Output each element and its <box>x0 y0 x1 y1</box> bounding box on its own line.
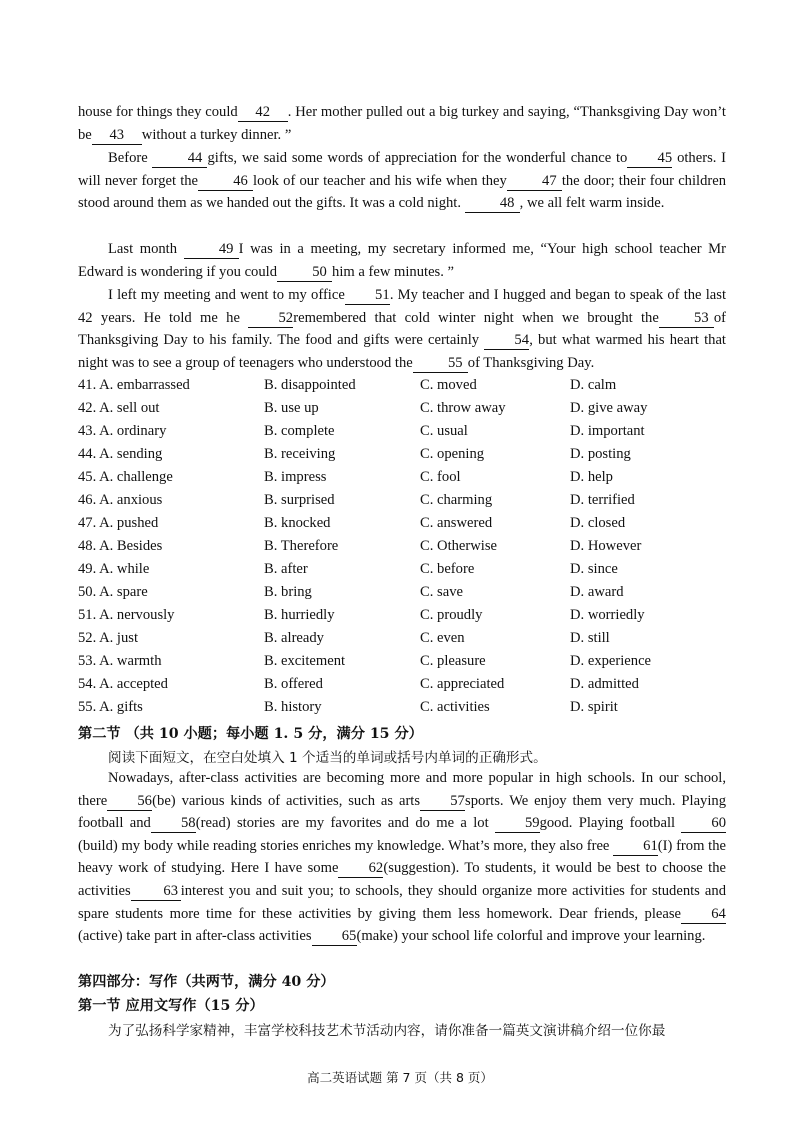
option-d: D. terrified <box>570 492 635 508</box>
text: interest you and suit you; to schools, they should organize more activities for students and spare students more time for these activities by giving them less homework. Dear friends, please <box>78 882 726 922</box>
option-b: B. receiving <box>264 446 336 462</box>
blank-43: 43 <box>92 126 142 145</box>
text: I left my meeting and went to my office <box>108 287 345 303</box>
text: Nowadays, after-class activities are becoming more and more popular in high schools. In our school, there <box>78 770 726 809</box>
text: , we all felt warm inside. <box>519 195 665 212</box>
text: gifts, we said some words of appreciation for the wonderful chance to <box>207 150 628 166</box>
option-a: 48. A. Besides <box>78 538 163 554</box>
option-row-46 <box>78 492 738 515</box>
option-b: B. history <box>264 699 322 715</box>
option-c: C. appreciated <box>420 676 505 692</box>
option-c: C. opening <box>420 446 485 462</box>
option-row-49 <box>78 561 738 584</box>
blank-50: 50 <box>277 263 332 282</box>
section2-instruction: 阅读下面短文，在空白处填入 1 个适当的单词或括号内单词的正确形式。 <box>108 750 547 766</box>
option-c: C. usual <box>420 423 468 439</box>
option-a: 50. A. spare <box>78 584 148 600</box>
blank-42: 42 <box>238 103 288 122</box>
option-b: B. surprised <box>264 492 335 508</box>
option-d: D. worriedly <box>570 607 645 623</box>
option-d: D. experience <box>570 653 652 669</box>
text: (active) take part in after-class activities <box>78 928 312 945</box>
option-row-42 <box>78 400 738 423</box>
option-b: B. Therefore <box>264 538 339 554</box>
text: him a few minutes. ” <box>332 263 455 280</box>
text: Before <box>108 150 148 166</box>
option-c: C. fool <box>420 469 461 485</box>
option-b: B. complete <box>264 423 335 439</box>
option-c: C. save <box>420 584 463 600</box>
text: the door; their four children stood around them as we handed out the gifts. It was a cold night. <box>78 172 727 212</box>
option-a: 41. A. embarrassed <box>78 377 190 393</box>
option-a: 46. A. anxious <box>78 492 163 508</box>
blank-54: 54 <box>484 331 529 350</box>
blank-62: 62 <box>338 859 383 878</box>
option-a: 49. A. while <box>78 561 150 577</box>
option-b: B. bring <box>264 584 312 600</box>
blank-44: 44 <box>152 149 207 168</box>
part4-subheading: 第一节 应用文写作（15 分） <box>78 998 264 1014</box>
part4-heading: 第四部分：写作（共两节，满分 40 分） <box>78 974 335 990</box>
option-d: D. still <box>570 630 610 646</box>
option-d: D. posting <box>570 446 631 462</box>
option-c: C. moved <box>420 377 477 393</box>
blank-60: 60 <box>681 814 726 833</box>
section2-passage <box>78 767 726 948</box>
option-row-53 <box>78 653 738 676</box>
passage-paragraph-3 <box>78 238 726 283</box>
option-a: 42. A. sell out <box>78 400 160 416</box>
option-row-52 <box>78 630 738 653</box>
option-d: D. give away <box>570 400 648 416</box>
blank-45: 45 <box>627 149 672 168</box>
blank-48: 48 <box>465 194 520 213</box>
text: Last month <box>108 241 178 257</box>
text: (suggestion). To students, it would be best to choose the activities <box>78 860 726 899</box>
option-b: B. impress <box>264 469 327 485</box>
option-c: C. Otherwise <box>420 538 498 554</box>
text: house for things they could <box>78 104 238 120</box>
option-c: C. before <box>420 561 475 577</box>
option-row-50 <box>78 584 738 607</box>
option-a: 55. A. gifts <box>78 699 143 715</box>
option-c: C. even <box>420 630 465 646</box>
text: . Her mother pulled out a big turkey and saying, “Thanksgiving Day won’t be <box>78 104 726 143</box>
option-b: B. use up <box>264 400 319 416</box>
blank-46: 46 <box>198 172 253 191</box>
option-b: B. after <box>264 561 308 577</box>
option-b: B. excitement <box>264 653 346 669</box>
option-c: C. charming <box>420 492 493 508</box>
text: look of our teacher and his wife when they <box>253 172 507 189</box>
text: of Thanksgiving Day to his family. The food and gifts were certainly <box>78 309 726 349</box>
blank-47: 47 <box>507 172 562 191</box>
page-footer: 高二英语试题 第 7 页（共 8 页） <box>307 1070 493 1085</box>
text: I was in a meeting, my secretary informed me, “Your high school teacher Mr Edward is wondering if you could <box>78 241 727 280</box>
text: sports. We enjoy them very much. Playing football and <box>78 792 726 832</box>
option-a: 54. A. accepted <box>78 676 168 692</box>
option-d: D. spirit <box>570 699 618 715</box>
option-d: D. admitted <box>570 676 639 692</box>
option-b: B. already <box>264 630 324 646</box>
option-c: C. proudly <box>420 607 483 623</box>
option-b: B. hurriedly <box>264 607 335 623</box>
passage-paragraph-1 <box>78 101 726 146</box>
blank-65: 65 <box>312 927 357 946</box>
text: others. I will never forget the <box>78 150 727 189</box>
option-d: D. award <box>570 584 624 600</box>
option-d: D. important <box>570 423 645 439</box>
option-c: C. pleasure <box>420 653 486 669</box>
option-d: D. help <box>570 469 613 485</box>
blank-53: 53 <box>659 309 714 328</box>
text: (I) from the heavy work of studying. Here I have some <box>78 837 727 877</box>
option-b: B. disappointed <box>264 377 356 393</box>
text: good. Playing football <box>539 815 676 832</box>
option-row-44 <box>78 446 738 469</box>
text: . My teacher and I hugged and began to speak of the last 42 years. He told me he <box>78 287 726 326</box>
text: (read) stories are my favorites and do me a lot <box>195 815 489 832</box>
option-c: C. answered <box>420 515 493 531</box>
option-row-47 <box>78 515 738 538</box>
text: , but what warmed his heart that night was to see a group of teenagers who understood the <box>78 332 726 371</box>
option-row-55 <box>78 699 738 722</box>
option-a: 43. A. ordinary <box>78 423 167 439</box>
option-row-48 <box>78 538 738 561</box>
option-a: 51. A. nervously <box>78 607 175 623</box>
blank-63: 63 <box>131 882 181 901</box>
passage-paragraph-4 <box>78 284 726 374</box>
option-d: D. calm <box>570 377 617 393</box>
option-a: 44. A. sending <box>78 446 163 462</box>
option-a: 45. A. challenge <box>78 469 173 485</box>
blank-56: 56 <box>107 792 152 811</box>
blank-61: 61 <box>613 837 658 856</box>
writing-prompt: 为了弘扬科学家精神，丰富学校科技艺术节活动内容，请你准备一篇英文演讲稿介绍一位你最 <box>108 1023 666 1039</box>
passage-paragraph-2 <box>78 147 726 215</box>
option-d: D. However <box>570 538 642 554</box>
option-row-51 <box>78 607 738 630</box>
option-b: B. offered <box>264 676 323 692</box>
blank-52: 52 <box>248 309 293 328</box>
option-a: 52. A. just <box>78 630 139 646</box>
blank-64: 64 <box>681 905 726 924</box>
option-c: C. throw away <box>420 400 506 416</box>
option-a: 47. A. pushed <box>78 515 159 531</box>
option-row-45 <box>78 469 738 492</box>
option-d: D. since <box>570 561 618 577</box>
option-row-54 <box>78 676 738 699</box>
blank-57: 57 <box>420 792 465 811</box>
option-row-41 <box>78 377 738 400</box>
option-d: D. closed <box>570 515 626 531</box>
text: (be) various kinds of activities, such as arts <box>152 792 421 809</box>
option-row-43 <box>78 423 738 446</box>
option-b: B. knocked <box>264 515 331 531</box>
blank-59: 59 <box>495 814 540 833</box>
option-a: 53. A. warmth <box>78 653 162 669</box>
text: remembered that cold winter night when we brought the <box>293 309 659 326</box>
option-c: C. activities <box>420 699 490 715</box>
blank-49: 49 <box>184 240 239 259</box>
text: of Thanksgiving Day. <box>467 354 595 371</box>
text: without a turkey dinner. ” <box>141 126 292 143</box>
blank-55: 55 <box>413 354 468 373</box>
section2-heading: 第二节 （共 10 小题；每小题 1. 5 分，满分 15 分） <box>78 726 423 742</box>
text: (make) your school life colorful and improve your learning. <box>356 928 706 945</box>
blank-58: 58 <box>151 814 196 833</box>
blank-51: 51 <box>345 286 390 305</box>
text: (build) my body while reading stories enriches my knowledge. What’s more, they also free <box>78 837 610 854</box>
